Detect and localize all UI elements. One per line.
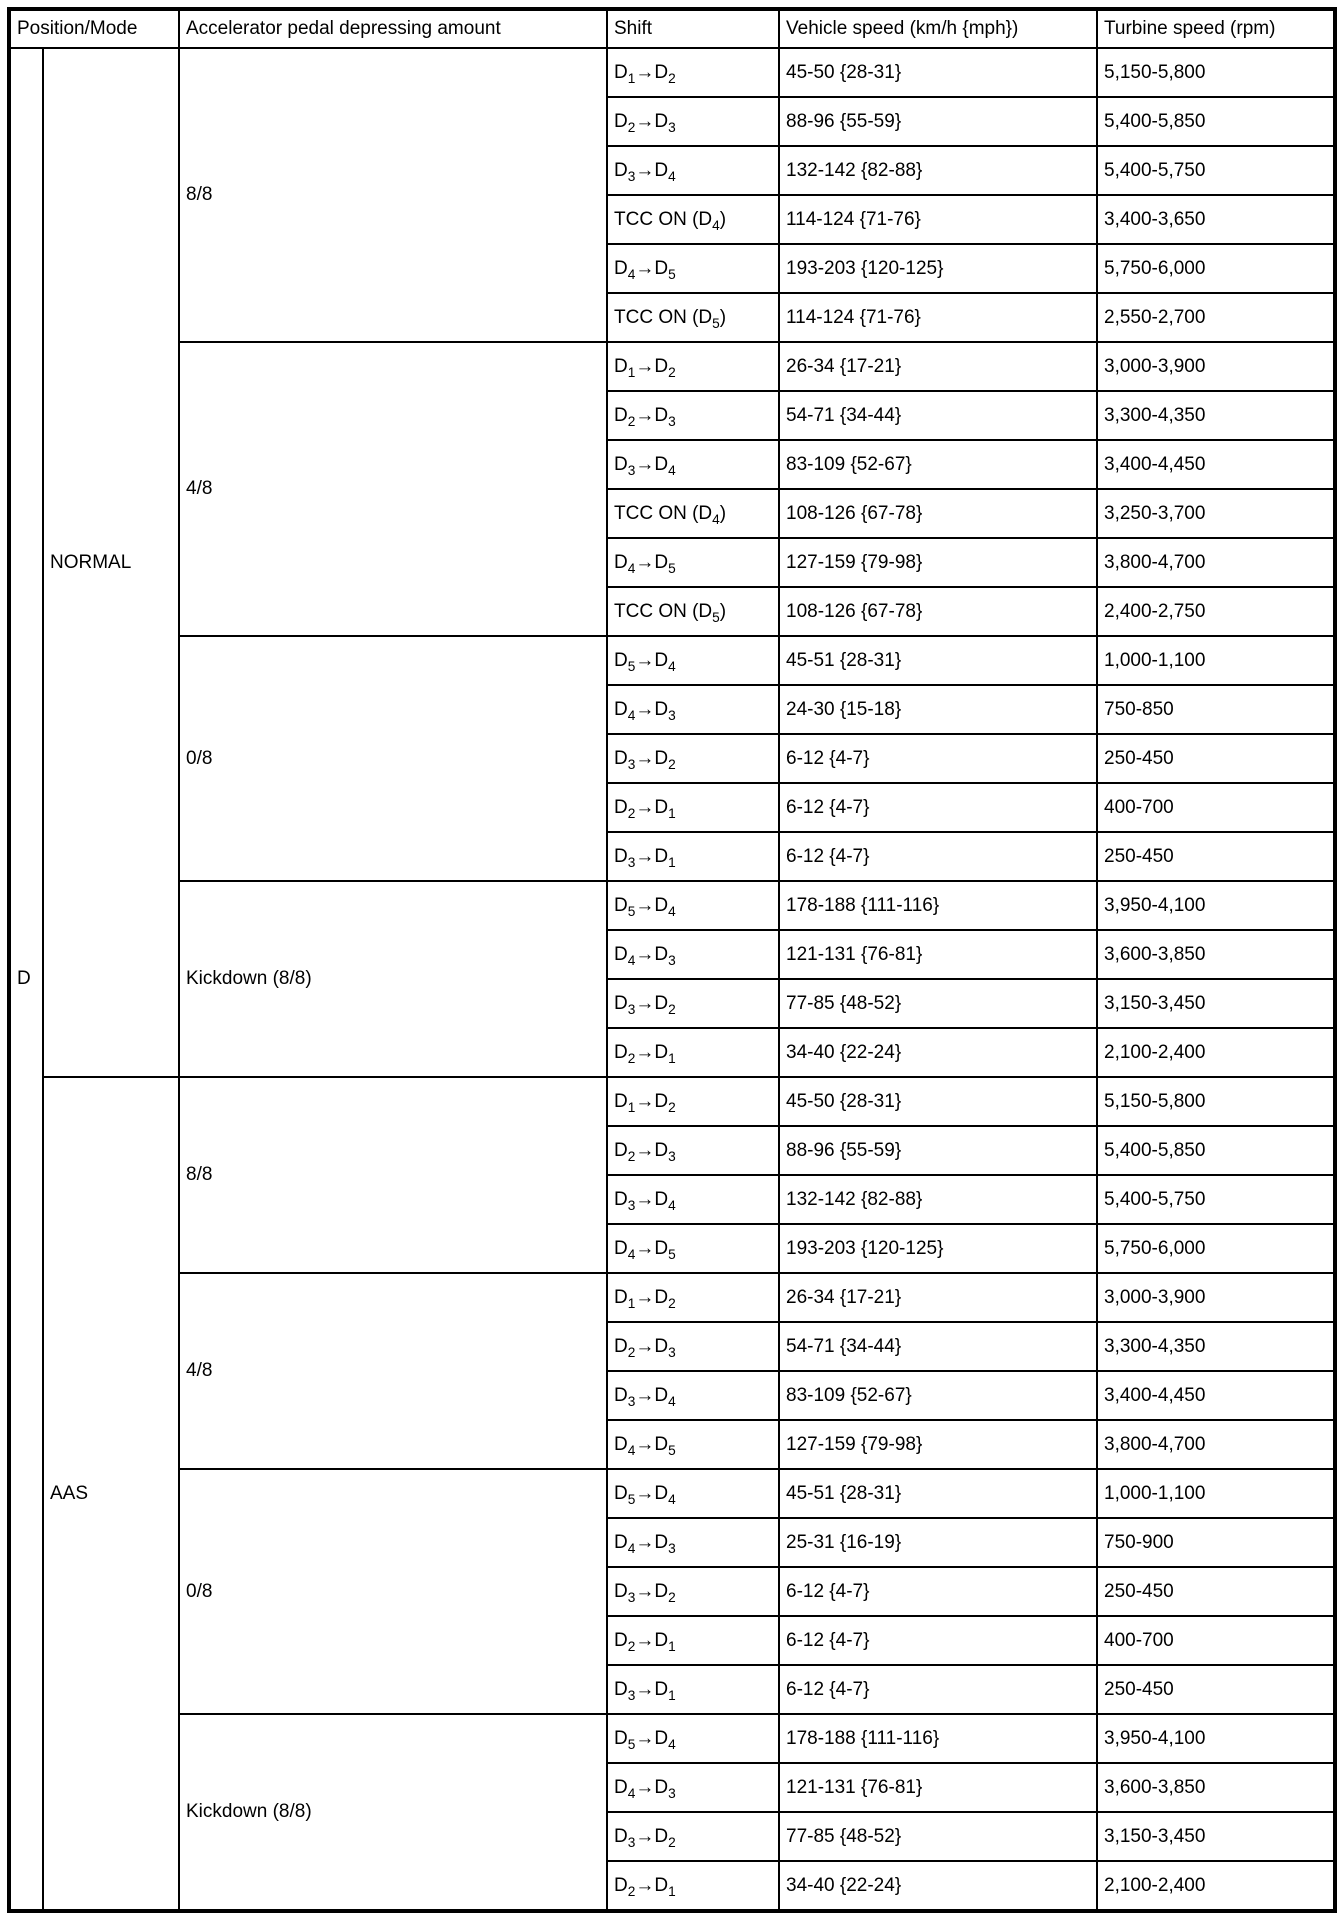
vehicle-speed-cell: 6-12 {4-7} bbox=[779, 1665, 1097, 1714]
turbine-speed-cell: 3,950-4,100 bbox=[1097, 1714, 1335, 1763]
shift-cell: $D_4\to D_3$ bbox=[607, 930, 779, 979]
header-vehicle-speed: Vehicle speed (km/h {mph}) bbox=[779, 9, 1097, 48]
shift-cell: $D_5\to D_4$ bbox=[607, 881, 779, 930]
turbine-speed-cell: 3,300-4,350 bbox=[1097, 391, 1335, 440]
turbine-speed-cell: 2,100-2,400 bbox=[1097, 1861, 1335, 1911]
table-row bbox=[9, 1273, 1335, 1322]
table-row bbox=[9, 1714, 1335, 1763]
turbine-speed-cell: 2,400-2,750 bbox=[1097, 587, 1335, 636]
shift-cell: $D_2\to D_1$ bbox=[607, 1028, 779, 1077]
turbine-speed-cell: 3,400-4,450 bbox=[1097, 440, 1335, 489]
shift-cell: $D_2\to D_3$ bbox=[607, 1126, 779, 1175]
turbine-speed-cell: 5,400-5,750 bbox=[1097, 1175, 1335, 1224]
vehicle-speed-cell: 34-40 {22-24} bbox=[779, 1861, 1097, 1911]
header-turbine-speed: Turbine speed (rpm) bbox=[1097, 9, 1335, 48]
shift-cell: $D_3\to D_2$ bbox=[607, 734, 779, 783]
vehicle-speed-cell: 88-96 {55-59} bbox=[779, 97, 1097, 146]
turbine-speed-cell: 750-850 bbox=[1097, 685, 1335, 734]
vehicle-speed-cell: 193-203 {120-125} bbox=[779, 1224, 1097, 1273]
shift-cell: $D_1\to D_2$ bbox=[607, 1077, 779, 1126]
vehicle-speed-cell: 25-31 {16-19} bbox=[779, 1518, 1097, 1567]
shift-cell: $D_4\to D_5$ bbox=[607, 1420, 779, 1469]
header-accelerator-pedal: Accelerator pedal depressing amount bbox=[179, 9, 607, 48]
shift-cell: $D_3\to D_4$ bbox=[607, 1175, 779, 1224]
vehicle-speed-cell: 45-50 {28-31} bbox=[779, 1077, 1097, 1126]
shift-cell: $D_1\to D_2$ bbox=[607, 342, 779, 391]
shift-cell: $D_4\to D_5$ bbox=[607, 244, 779, 293]
table-row bbox=[9, 1469, 1335, 1518]
vehicle-speed-cell: 45-50 {28-31} bbox=[779, 48, 1097, 97]
header-shift: Shift bbox=[607, 9, 779, 48]
vehicle-speed-cell: 178-188 {111-116} bbox=[779, 881, 1097, 930]
vehicle-speed-cell: 132-142 {82-88} bbox=[779, 1175, 1097, 1224]
table-row bbox=[9, 636, 1335, 685]
turbine-speed-cell: 5,400-5,750 bbox=[1097, 146, 1335, 195]
vehicle-speed-cell: 121-131 {76-81} bbox=[779, 930, 1097, 979]
vehicle-speed-cell: 6-12 {4-7} bbox=[779, 783, 1097, 832]
pedal-amount-cell: 8/8 bbox=[179, 48, 607, 342]
header-row bbox=[9, 9, 1335, 48]
vehicle-speed-cell: 6-12 {4-7} bbox=[779, 1616, 1097, 1665]
vehicle-speed-cell: 132-142 {82-88} bbox=[779, 146, 1097, 195]
pedal-amount-cell: 4/8 bbox=[179, 342, 607, 636]
turbine-speed-cell: 3,000-3,900 bbox=[1097, 1273, 1335, 1322]
shift-cell: $D_3\to D_1$ bbox=[607, 1665, 779, 1714]
vehicle-speed-cell: 54-71 {34-44} bbox=[779, 1322, 1097, 1371]
turbine-speed-cell: 3,400-4,450 bbox=[1097, 1371, 1335, 1420]
vehicle-speed-cell: 127-159 {79-98} bbox=[779, 538, 1097, 587]
turbine-speed-cell: 5,150-5,800 bbox=[1097, 48, 1335, 97]
turbine-speed-cell: 3,600-3,850 bbox=[1097, 1763, 1335, 1812]
turbine-speed-cell: 250-450 bbox=[1097, 1567, 1335, 1616]
shift-cell: $D_2\to D_3$ bbox=[607, 1322, 779, 1371]
shift-cell: $D_3\to D_4$ bbox=[607, 1371, 779, 1420]
shift-cell: TCC ON $(D_4)$ bbox=[607, 489, 779, 538]
vehicle-speed-cell: 26-34 {17-21} bbox=[779, 342, 1097, 391]
vehicle-speed-cell: 178-188 {111-116} bbox=[779, 1714, 1097, 1763]
vehicle-speed-cell: 54-71 {34-44} bbox=[779, 391, 1097, 440]
shift-cell: $D_4\to D_5$ bbox=[607, 1224, 779, 1273]
vehicle-speed-cell: 108-126 {67-78} bbox=[779, 489, 1097, 538]
turbine-speed-cell: 1,000-1,100 bbox=[1097, 636, 1335, 685]
turbine-speed-cell: 3,800-4,700 bbox=[1097, 1420, 1335, 1469]
shift-cell: $D_5\to D_4$ bbox=[607, 636, 779, 685]
mode-cell: NORMAL bbox=[43, 48, 179, 1077]
shift-cell: $D_3\to D_4$ bbox=[607, 440, 779, 489]
table-row bbox=[9, 48, 1335, 97]
vehicle-speed-cell: 193-203 {120-125} bbox=[779, 244, 1097, 293]
shift-cell: $D_3\to D_2$ bbox=[607, 979, 779, 1028]
turbine-speed-cell: 3,600-3,850 bbox=[1097, 930, 1335, 979]
shift-cell: TCC ON $(D_5)$ bbox=[607, 293, 779, 342]
turbine-speed-cell: 3,150-3,450 bbox=[1097, 979, 1335, 1028]
turbine-speed-cell: 3,800-4,700 bbox=[1097, 538, 1335, 587]
shift-cell: $D_4\to D_5$ bbox=[607, 538, 779, 587]
vehicle-speed-cell: 83-109 {52-67} bbox=[779, 440, 1097, 489]
shift-cell: $D_3\to D_1$ bbox=[607, 832, 779, 881]
turbine-speed-cell: 250-450 bbox=[1097, 1665, 1335, 1714]
turbine-speed-cell: 250-450 bbox=[1097, 734, 1335, 783]
vehicle-speed-cell: 45-51 {28-31} bbox=[779, 636, 1097, 685]
shift-cell: $D_3\to D_4$ bbox=[607, 146, 779, 195]
pedal-amount-cell: 8/8 bbox=[179, 1077, 607, 1273]
shift-cell: $D_1\to D_2$ bbox=[607, 48, 779, 97]
vehicle-speed-cell: 83-109 {52-67} bbox=[779, 1371, 1097, 1420]
shift-cell: $D_3\to D_2$ bbox=[607, 1812, 779, 1861]
vehicle-speed-cell: 127-159 {79-98} bbox=[779, 1420, 1097, 1469]
pedal-amount-cell: 0/8 bbox=[179, 636, 607, 881]
shift-cell: $D_3\to D_2$ bbox=[607, 1567, 779, 1616]
turbine-speed-cell: 3,000-3,900 bbox=[1097, 342, 1335, 391]
header-position-mode: Position/Mode bbox=[9, 9, 179, 48]
shift-cell: $D_2\to D_3$ bbox=[607, 391, 779, 440]
turbine-speed-cell: 5,750-6,000 bbox=[1097, 1224, 1335, 1273]
shift-speed-table bbox=[7, 7, 1337, 1913]
turbine-speed-cell: 400-700 bbox=[1097, 1616, 1335, 1665]
mode-cell: AAS bbox=[43, 1077, 179, 1911]
vehicle-speed-cell: 34-40 {22-24} bbox=[779, 1028, 1097, 1077]
shift-cell: $D_2\to D_3$ bbox=[607, 97, 779, 146]
turbine-speed-cell: 5,150-5,800 bbox=[1097, 1077, 1335, 1126]
vehicle-speed-cell: 77-85 {48-52} bbox=[779, 1812, 1097, 1861]
pedal-amount-cell: 4/8 bbox=[179, 1273, 607, 1469]
turbine-speed-cell: 3,250-3,700 bbox=[1097, 489, 1335, 538]
vehicle-speed-cell: 121-131 {76-81} bbox=[779, 1763, 1097, 1812]
shift-cell: $D_4\to D_3$ bbox=[607, 1763, 779, 1812]
shift-cell: $D_2\to D_1$ bbox=[607, 1616, 779, 1665]
shift-cell: $D_4\to D_3$ bbox=[607, 685, 779, 734]
table-body bbox=[9, 48, 1335, 1911]
position-cell: D bbox=[9, 48, 43, 1911]
turbine-speed-cell: 3,150-3,450 bbox=[1097, 1812, 1335, 1861]
shift-cell: $D_5\to D_4$ bbox=[607, 1714, 779, 1763]
vehicle-speed-cell: 88-96 {55-59} bbox=[779, 1126, 1097, 1175]
turbine-speed-cell: 3,300-4,350 bbox=[1097, 1322, 1335, 1371]
shift-cell: $D_2\to D_1$ bbox=[607, 1861, 779, 1911]
table-row bbox=[9, 342, 1335, 391]
turbine-speed-cell: 400-700 bbox=[1097, 783, 1335, 832]
shift-cell: $D_5\to D_4$ bbox=[607, 1469, 779, 1518]
vehicle-speed-cell: 77-85 {48-52} bbox=[779, 979, 1097, 1028]
pedal-amount-cell: 0/8 bbox=[179, 1469, 607, 1714]
pedal-amount-cell: Kickdown (8/8) bbox=[179, 1714, 607, 1911]
turbine-speed-cell: 3,950-4,100 bbox=[1097, 881, 1335, 930]
shift-cell: $D_1\to D_2$ bbox=[607, 1273, 779, 1322]
turbine-speed-cell: 5,400-5,850 bbox=[1097, 1126, 1335, 1175]
vehicle-speed-cell: 6-12 {4-7} bbox=[779, 1567, 1097, 1616]
shift-cell: $D_4\to D_3$ bbox=[607, 1518, 779, 1567]
turbine-speed-cell: 5,400-5,850 bbox=[1097, 97, 1335, 146]
shift-cell: $D_2\to D_1$ bbox=[607, 783, 779, 832]
vehicle-speed-cell: 6-12 {4-7} bbox=[779, 832, 1097, 881]
shift-cell: TCC ON $(D_4)$ bbox=[607, 195, 779, 244]
shift-cell: TCC ON $(D_5)$ bbox=[607, 587, 779, 636]
vehicle-speed-cell: 6-12 {4-7} bbox=[779, 734, 1097, 783]
vehicle-speed-cell: 114-124 {71-76} bbox=[779, 293, 1097, 342]
vehicle-speed-cell: 26-34 {17-21} bbox=[779, 1273, 1097, 1322]
vehicle-speed-cell: 45-51 {28-31} bbox=[779, 1469, 1097, 1518]
vehicle-speed-cell: 24-30 {15-18} bbox=[779, 685, 1097, 734]
table-row bbox=[9, 1077, 1335, 1126]
table-row bbox=[9, 881, 1335, 930]
turbine-speed-cell: 750-900 bbox=[1097, 1518, 1335, 1567]
turbine-speed-cell: 5,750-6,000 bbox=[1097, 244, 1335, 293]
turbine-speed-cell: 2,550-2,700 bbox=[1097, 293, 1335, 342]
turbine-speed-cell: 1,000-1,100 bbox=[1097, 1469, 1335, 1518]
turbine-speed-cell: 3,400-3,650 bbox=[1097, 195, 1335, 244]
vehicle-speed-cell: 108-126 {67-78} bbox=[779, 587, 1097, 636]
pedal-amount-cell: Kickdown (8/8) bbox=[179, 881, 607, 1077]
turbine-speed-cell: 250-450 bbox=[1097, 832, 1335, 881]
turbine-speed-cell: 2,100-2,400 bbox=[1097, 1028, 1335, 1077]
vehicle-speed-cell: 114-124 {71-76} bbox=[779, 195, 1097, 244]
